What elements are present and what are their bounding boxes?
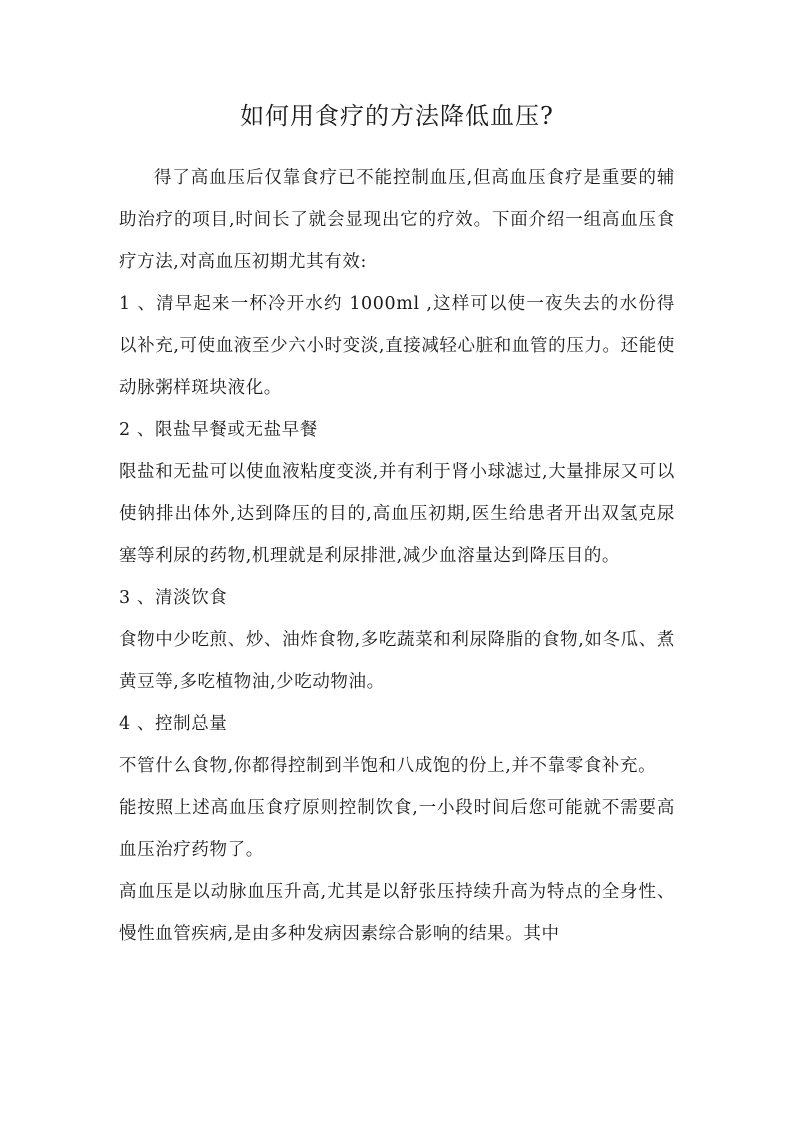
document-body <box>119 157 675 955</box>
item-4-heading: 4 、控制总量 <box>119 714 228 734</box>
item-3-heading: 3 、清淡饮食 <box>119 588 228 608</box>
intro-paragraph: 得了高血压后仅靠食疗已不能控制血压,但高血压食疗是重要的辅助治疗的项目,时间长了就会显现出它的疗效。下面介绍一组高血压食疗方法,对高血压初期尤其有效: <box>119 168 675 272</box>
item-2-paragraph: 限盐和无盐可以使血液粘度变淡,并有利于肾小球滤过,大量排尿又可以使钠排出体外,达到降压的目的,高血压初期,医生给患者开出双氢克尿塞等利尿的药物,机理就是利尿排泄,减少血溶量达到降压目的。 <box>119 462 675 566</box>
item-2-heading: 2 、限盐早餐或无盐早餐 <box>119 420 318 440</box>
item-3-paragraph: 食物中少吃煎、炒、油炸食物,多吃蔬菜和利尿降脂的食物,如冬瓜、煮黄豆等,多吃植物油,少吃动物油。 <box>119 630 675 692</box>
item-1-paragraph: 1 、清早起来一杯冷开水约 1000ml ,这样可以使一夜失去的水份得以补充,可使血液至少六小时变淡,直接减轻心脏和血管的压力。还能使动脉粥样斑块液化。 <box>119 294 675 398</box>
definition-paragraph: 高血压是以动脉血压升高,尤其是以舒张压持续升高为特点的全身性、慢性血管疾病,是由多种发病因素综合影响的结果。其中 <box>119 882 675 944</box>
item-4-paragraph: 不管什么食物,你都得控制到半饱和八成饱的份上,并不靠零食补充。 <box>119 756 657 776</box>
document-title: 如何用食疗的方法降低血压? <box>240 102 554 130</box>
summary-paragraph: 能按照上述高血压食疗原则控制饮食,一小段时间后您可能就不需要高血压治疗药物了。 <box>119 798 675 860</box>
